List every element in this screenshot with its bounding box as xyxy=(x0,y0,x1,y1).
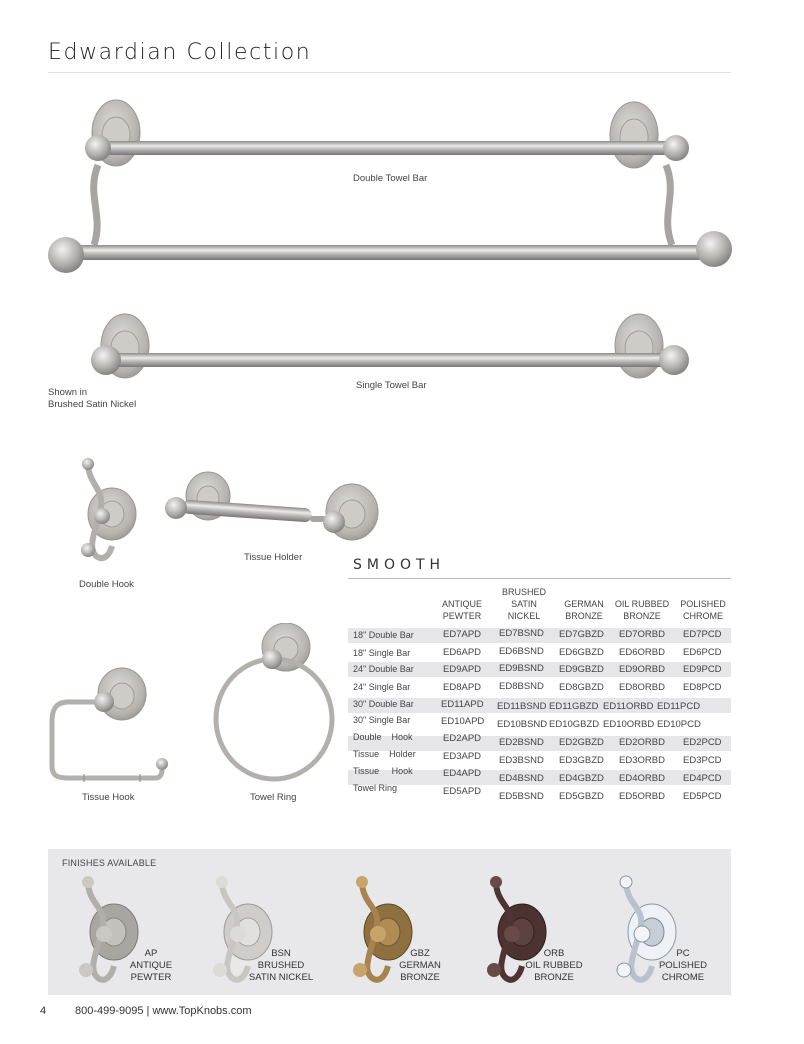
single-towel-bar-image xyxy=(82,308,694,386)
towel-ring-image xyxy=(212,623,336,785)
double-towel-bar-caption: Double Towel Bar xyxy=(353,173,428,184)
double-hook-caption: Double Hook xyxy=(79,579,134,590)
shown-in-note-line2: Brushed Satin Nickel xyxy=(48,399,137,410)
column-header-antique-pewter: ANTIQUE PEWTER xyxy=(441,599,482,621)
shown-in-note-line1: Shown in xyxy=(48,387,88,398)
finish-label-bsn: BSN BRUSHED SATIN NICKEL xyxy=(248,948,314,983)
title-divider xyxy=(48,72,731,73)
tissue-holder-caption: Tissue Holder xyxy=(244,552,303,563)
finish-antique-pewter xyxy=(70,874,190,989)
page-title: Edwardian Collection xyxy=(48,40,312,65)
page-number: 4 xyxy=(40,1005,47,1017)
tissue-holder-image xyxy=(162,470,382,542)
section-divider xyxy=(348,578,731,579)
finishes-panel xyxy=(48,849,731,995)
finish-label-ap: AP ANTIQUE PEWTER xyxy=(129,948,173,983)
column-header-brushed-satin-nickel: BRUSHED SATIN NICKEL xyxy=(501,587,546,621)
finish-oil-rubbed-bronze xyxy=(478,874,598,989)
section-title: SMOOTH xyxy=(353,557,446,573)
tissue-hook-image xyxy=(48,666,172,786)
finish-label-gbz: GBZ GERMAN BRONZE xyxy=(399,948,441,983)
towel-ring-caption: Towel Ring xyxy=(250,792,297,803)
single-towel-bar-caption: Single Towel Bar xyxy=(356,380,427,391)
finish-brushed-satin-nickel xyxy=(204,874,324,989)
column-header-polished-chrome: POLISHED CHROME xyxy=(680,599,726,621)
double-towel-bar-image xyxy=(46,95,736,280)
finishes-title: FINISHES AVAILABLE xyxy=(62,858,157,868)
tissue-hook-caption: Tissue Hook xyxy=(82,792,135,803)
column-header-german-bronze: GERMAN BRONZE xyxy=(564,599,604,621)
column-header-oil-rubbed-bronze: OIL RUBBED BRONZE xyxy=(614,599,670,621)
finish-german-bronze xyxy=(344,874,464,989)
double-hook-image xyxy=(66,456,140,571)
finish-label-orb: ORB OIL RUBBED BRONZE xyxy=(525,948,583,983)
finish-label-pc: PC POLISHED CHROME xyxy=(658,948,708,983)
finish-polished-chrome xyxy=(608,874,728,989)
footer-contact[interactable]: 800-499-9095 | www.TopKnobs.com xyxy=(75,1005,252,1017)
